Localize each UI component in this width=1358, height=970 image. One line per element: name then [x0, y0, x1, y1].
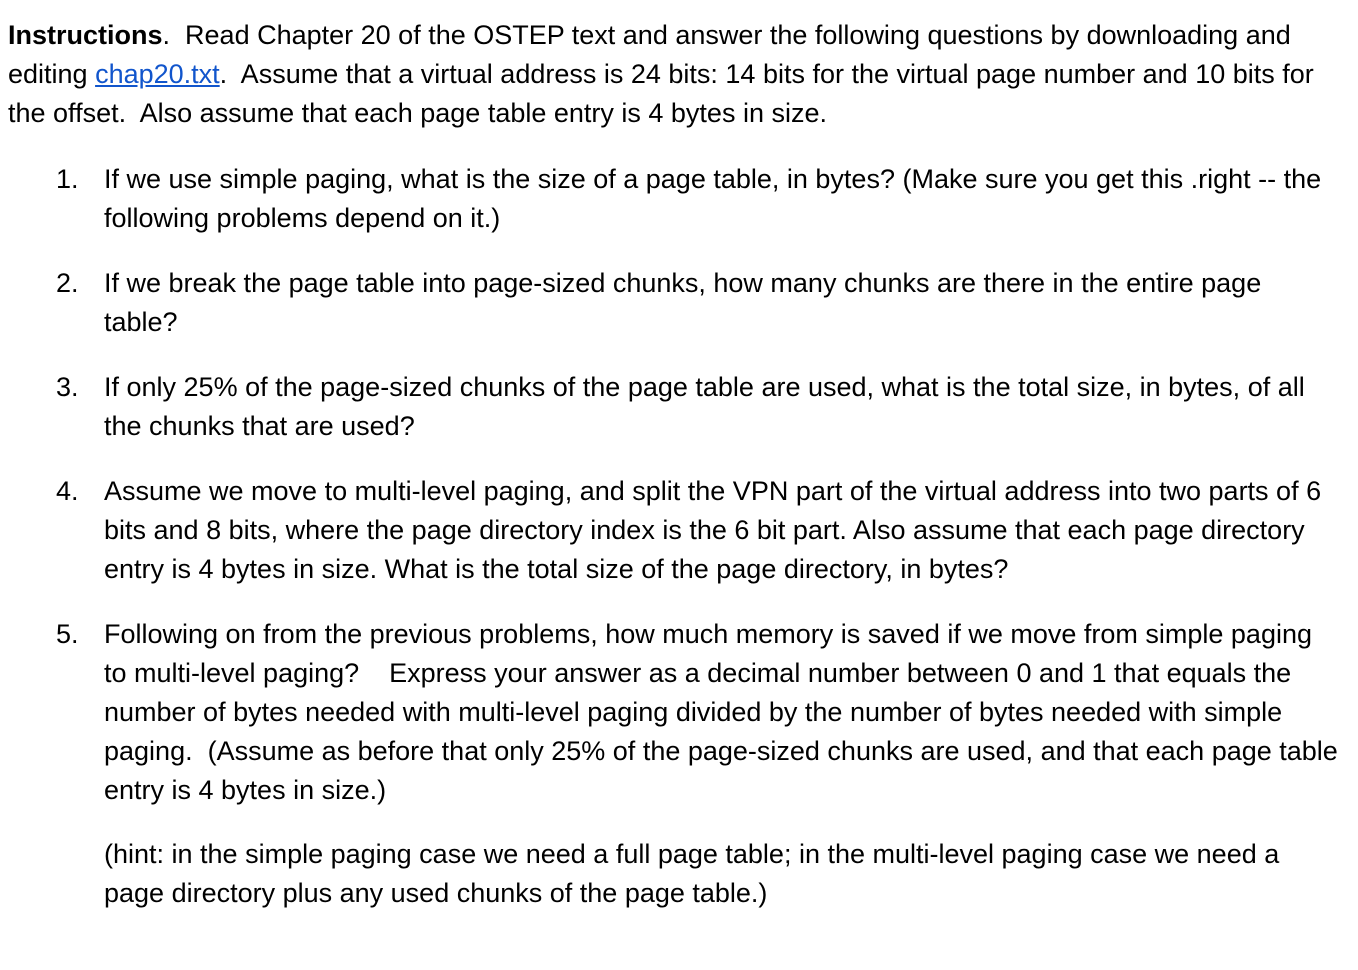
- instructions-text-end: . Assume that a virtual address is 24 bits: 14 bits for the virtual page number and 10 bits for the offset. Also assume that each page table entry is 4 bytes in size.: [8, 59, 1322, 128]
- question-item: [8, 264, 1338, 342]
- question-text: Assume we move to multi-level paging, and split the VPN part of the virtual address into two parts of 6 bits and 8 bits, where the page directory index is the 6 bit part. Also assume that each page directory entry is 4 bytes in size. What is the total size of the page directory, in bytes?: [104, 476, 1322, 584]
- question-item: [8, 472, 1338, 589]
- question-text: Following on from the previous problems, how much memory is saved if we move from simple paging to multi-level paging? Express your answer as a decimal number between 0 and 1 that equals the number of bytes needed with multi-level paging divided by the number of bytes needed with simple paging. (Assume as before that only 25% of the page-sized chunks are used, and that each page table entry is 4 bytes in size.): [104, 619, 1346, 805]
- instructions-text-start: Read Chapter 20 of the OSTEP text and answer the following questions by downloading and editing: [8, 20, 1299, 89]
- question-list: [8, 160, 1346, 810]
- question-text: If we break the page table into page-sized chunks, how many chunks are there in the entire page table?: [104, 268, 1262, 337]
- question-item: [8, 160, 1338, 238]
- question-text: If only 25% of the page-sized chunks of the page table are used, what is the total size, in bytes, of all the chunks that are used?: [104, 372, 1305, 441]
- hint-paragraph: (hint: in the simple paging case we need a full page table; in the multi-level paging case we need a page directory plus any used chunks of the page table.): [104, 839, 1280, 908]
- question-number: 5.: [56, 619, 79, 649]
- question-item: [8, 615, 1346, 810]
- chap20-file-link[interactable]: chap20.txt: [95, 59, 220, 89]
- question-number: 1.: [56, 164, 79, 194]
- question-item: [8, 368, 1338, 446]
- question-text: If we use simple paging, what is the size of a page table, in bytes? (Make sure you get this .right -- the following problems depend on it.): [104, 164, 1322, 233]
- instructions-period: .: [162, 20, 171, 50]
- question-number: 2.: [56, 268, 79, 298]
- question-number: 4.: [56, 476, 79, 506]
- instructions-label: Instructions: [8, 20, 163, 50]
- instructions-paragraph: [8, 16, 1338, 133]
- question-number: 3.: [56, 372, 79, 402]
